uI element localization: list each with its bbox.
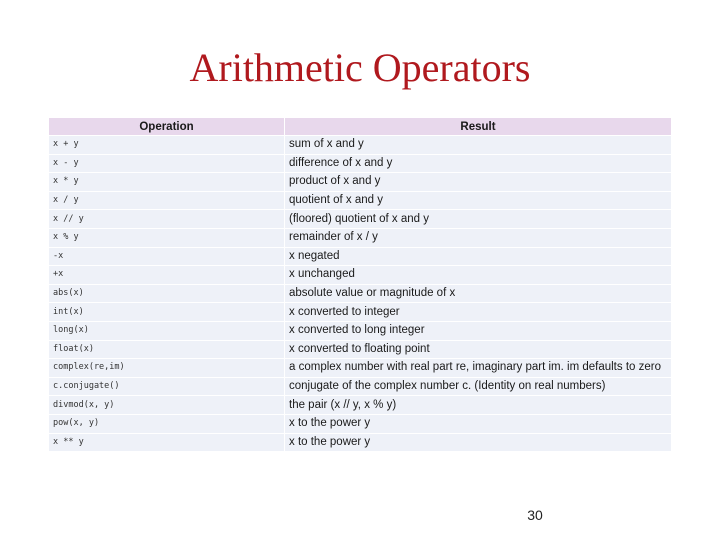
table-row xyxy=(49,433,672,452)
operation-cell: +x xyxy=(49,266,285,285)
operation-cell: c.conjugate() xyxy=(49,377,285,396)
table-row xyxy=(49,266,672,285)
table-row xyxy=(49,173,672,192)
slide-title: Arithmetic Operators xyxy=(189,45,531,90)
result-cell: conjugate of the complex number c. (Identity on real numbers) xyxy=(285,377,672,396)
table-row xyxy=(49,340,672,359)
table-row xyxy=(49,136,672,155)
result-cell: x converted to integer xyxy=(285,303,672,322)
table-body xyxy=(49,136,672,452)
table-row xyxy=(49,228,672,247)
table-header-row xyxy=(49,118,672,136)
result-cell: x converted to long integer xyxy=(285,321,672,340)
table-row xyxy=(49,247,672,266)
table-row xyxy=(49,321,672,340)
page-number: 30 xyxy=(527,507,543,523)
operation-cell: x - y xyxy=(49,154,285,173)
result-cell: remainder of x / y xyxy=(285,228,672,247)
result-cell: the pair (x // y, x % y) xyxy=(285,396,672,415)
header-operation: Operation xyxy=(49,118,285,136)
operation-cell: float(x) xyxy=(49,340,285,359)
operation-cell: pow(x, y) xyxy=(49,414,285,433)
table-row xyxy=(49,284,672,303)
operation-cell: -x xyxy=(49,247,285,266)
header-result: Result xyxy=(285,118,672,136)
table-row xyxy=(49,303,672,322)
result-cell: absolute value or magnitude of x xyxy=(285,284,672,303)
table-row xyxy=(49,396,672,415)
result-cell: x unchanged xyxy=(285,266,672,285)
table-row xyxy=(49,414,672,433)
operation-cell: x * y xyxy=(49,173,285,192)
result-cell: (floored) quotient of x and y xyxy=(285,210,672,229)
operators-table xyxy=(48,117,672,452)
operation-cell: abs(x) xyxy=(49,284,285,303)
result-cell: sum of x and y xyxy=(285,136,672,155)
operation-cell: int(x) xyxy=(49,303,285,322)
table-row xyxy=(49,154,672,173)
result-cell: a complex number with real part re, imaginary part im. im defaults to zero xyxy=(285,359,672,378)
operation-cell: x ** y xyxy=(49,433,285,452)
operation-cell: divmod(x, y) xyxy=(49,396,285,415)
operation-cell: long(x) xyxy=(49,321,285,340)
table-row xyxy=(49,377,672,396)
result-cell: x negated xyxy=(285,247,672,266)
result-cell: quotient of x and y xyxy=(285,191,672,210)
table-row xyxy=(49,210,672,229)
result-cell: product of x and y xyxy=(285,173,672,192)
result-cell: x to the power y xyxy=(285,414,672,433)
result-cell: difference of x and y xyxy=(285,154,672,173)
operation-cell: x % y xyxy=(49,228,285,247)
result-cell: x to the power y xyxy=(285,433,672,452)
table-row xyxy=(49,359,672,378)
operation-cell: x + y xyxy=(49,136,285,155)
table-row xyxy=(49,191,672,210)
result-cell: x converted to floating point xyxy=(285,340,672,359)
operation-cell: complex(re,im) xyxy=(49,359,285,378)
operation-cell: x // y xyxy=(49,210,285,229)
operation-cell: x / y xyxy=(49,191,285,210)
